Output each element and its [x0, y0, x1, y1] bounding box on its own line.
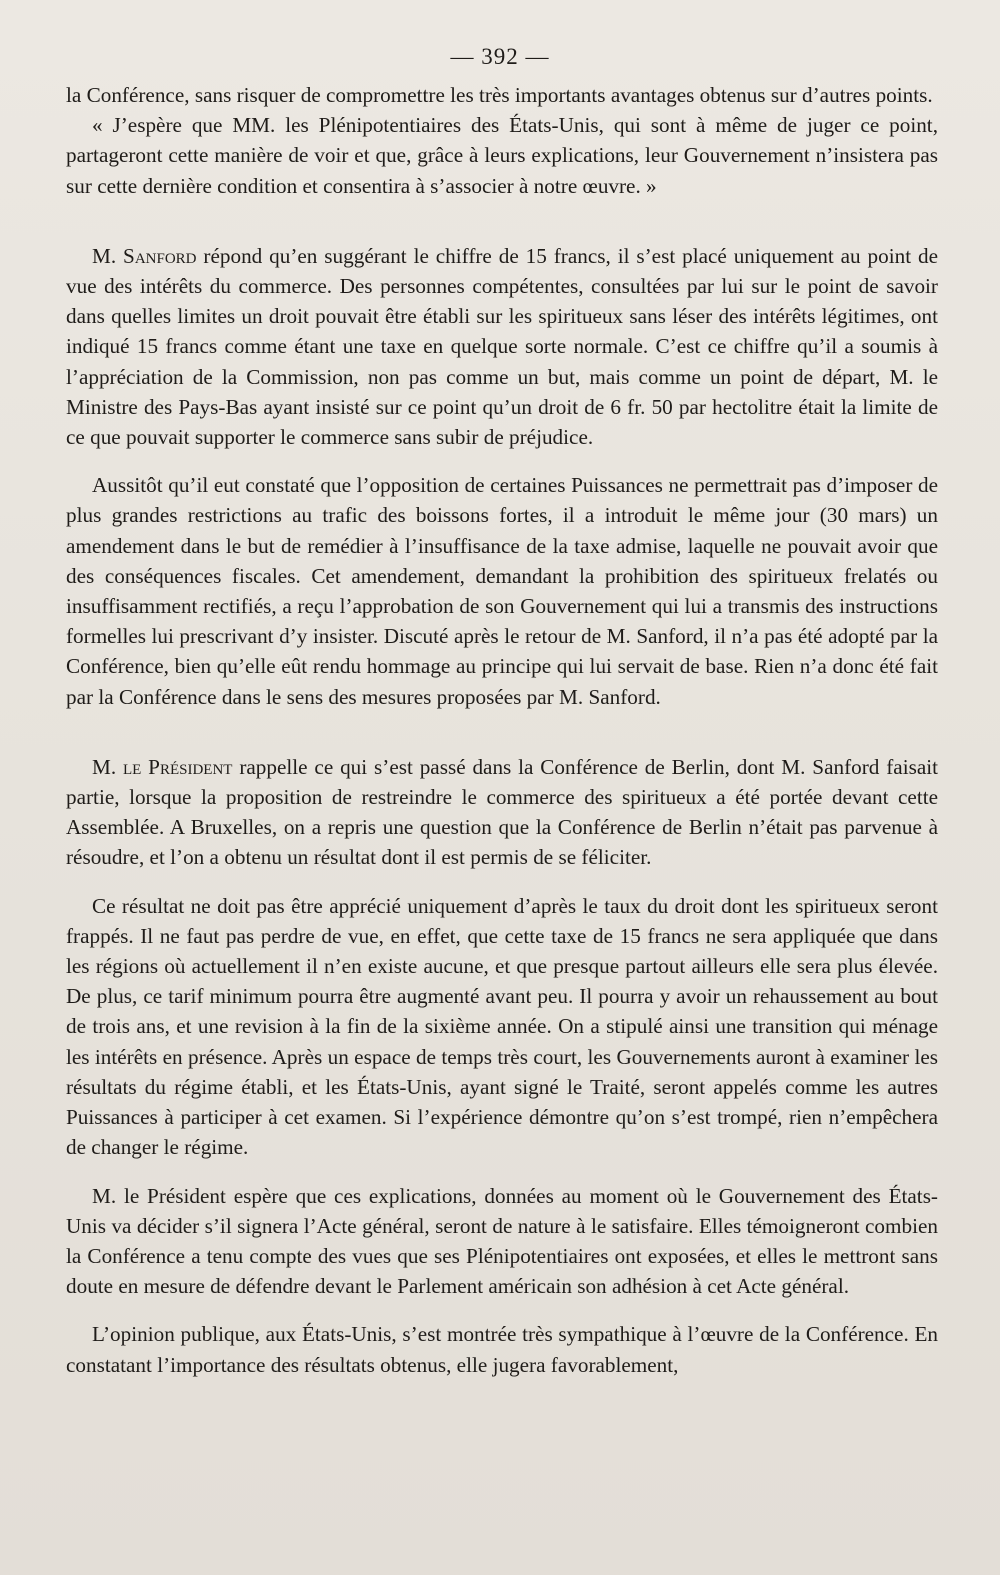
speaker-name: Sanford — [123, 243, 197, 268]
page-number: — 392 — — [450, 44, 550, 69]
paragraph-president — [66, 752, 938, 873]
speaker-prefix: M. — [92, 754, 123, 779]
paragraph-opinion: L’opinion publique, aux États-Unis, s’est montrée très sympathique à l’œuvre de la Conférence. En constatant l’importance des résultats obtenus, elle jugera favorablement, — [66, 1322, 938, 1377]
paragraph-sanford — [66, 241, 938, 452]
body-text — [66, 80, 938, 1380]
paragraph-body: répond qu’en suggérant le chiffre de 15 francs, il s’est placé uniquement au point de vue des intérêts du commerce. Des personnes compétentes, consultées par lui sur le point de savoir dans quelles limites un droit pouvait être établi sur les spiritueux sans léser des intérêts légitimes, ont indiqué 15 francs comme étant une taxe en quelque sorte normale. C’est ce chiffre qu’il a soumis à l’appréciation de la Commission, non pas comme un but, mais comme un point de départ, M. le Ministre des Pays-Bas ayant insisté sur ce point qu’un droit de 6 fr. 50 par hectolitre était la limite de ce que pouvait supporter le commerce sans subir de préjudice. — [66, 243, 938, 450]
paragraph-body: rappelle ce qui s’est passé dans la Conférence de Berlin, dont M. Sanford faisait partie, lorsque la proposition de restreindre le commerce des spiritueux a été portée devant cette Assemblée. A Bruxelles, on a repris une question que la Conférence de Berlin n’était pas parvenue à résoudre, et l’on a obtenu un résultat dont il est permis de se féliciter. — [66, 754, 938, 870]
speaker-name: le Président — [123, 754, 233, 779]
speaker-prefix: M. — [92, 243, 124, 268]
paragraph-continuation: la Conférence, sans risquer de compromettre les très importants avantages obtenus sur d’autres points. — [66, 83, 933, 107]
paragraph-amendment: Aussitôt qu’il eut constaté que l’opposition de certaines Puissances ne permettrait pas d’imposer de plus grandes restrictions au trafic des boissons fortes, il a introduit le même jour (30 mars) un amendement dans le but de remédier à l’insuffisance de la taxe admise, laquelle ne pouvait avoir que des conséquences fiscales. Cet amendement, demandant la prohibition des spiritueux frelatés ou insuffisamment rectifiés, a reçu l’approbation de son Gouvernement qui lui a transmis des instructions formelles lui prescrivant d’y insister. Discuté après le retour de M. Sanford, il n’a pas été adopté par la Conférence, bien qu’elle eût rendu hommage au principe qui lui servait de base. Rien n’a donc été fait par la Conférence dans le sens des mesures proposées par M. Sanford. — [66, 473, 938, 709]
paragraph-explanations: M. le Président espère que ces explications, données au moment où le Gouvernement des États-Unis va décider s’il signera l’Acte général, seront de nature à le satisfaire. Elles témoigneront combien la Conférence a tenu compte des vues que ses Plénipotentiaires ont exposées, et elles le mettront sans doute en mesure de défendre devant le Parlement américain son adhésion à cet Acte général. — [66, 1183, 938, 1299]
paragraph-quote: « J’espère que MM. les Plénipotentiaires des États-Unis, qui sont à même de juger ce point, partageront cette manière de voir et que, grâce à leurs explications, leur Gouvernement n’insistera pas sur cette dernière condition et consentira à s’associer à notre œuvre. » — [66, 113, 938, 198]
paragraph-result: Ce résultat ne doit pas être apprécié uniquement d’après le taux du droit dont les spiritueux seront frappés. Il ne faut pas perdre de vue, en effet, que cette taxe de 15 francs ne sera appliquée que dans les régions où actuellement il n’en existe aucune, et que presque partout ailleurs elle sera plus élevée. De plus, ce tarif minimum pourra être augmenté avant peu. Il pourra y avoir un rehaussement au bout de trois ans, et une revision à la fin de la sixième année. On a stipulé ainsi une transition qui ménage les intérêts en présence. Après un espace de temps très court, les Gouvernements auront à examiner les résultats du régime établi, et les États-Unis, ayant signé le Traité, seront appelés comme les autres Puissances à participer à cet examen. Si l’expérience démontre qu’on s’est trompé, rien n’empêchera de changer le régime. — [66, 893, 938, 1160]
